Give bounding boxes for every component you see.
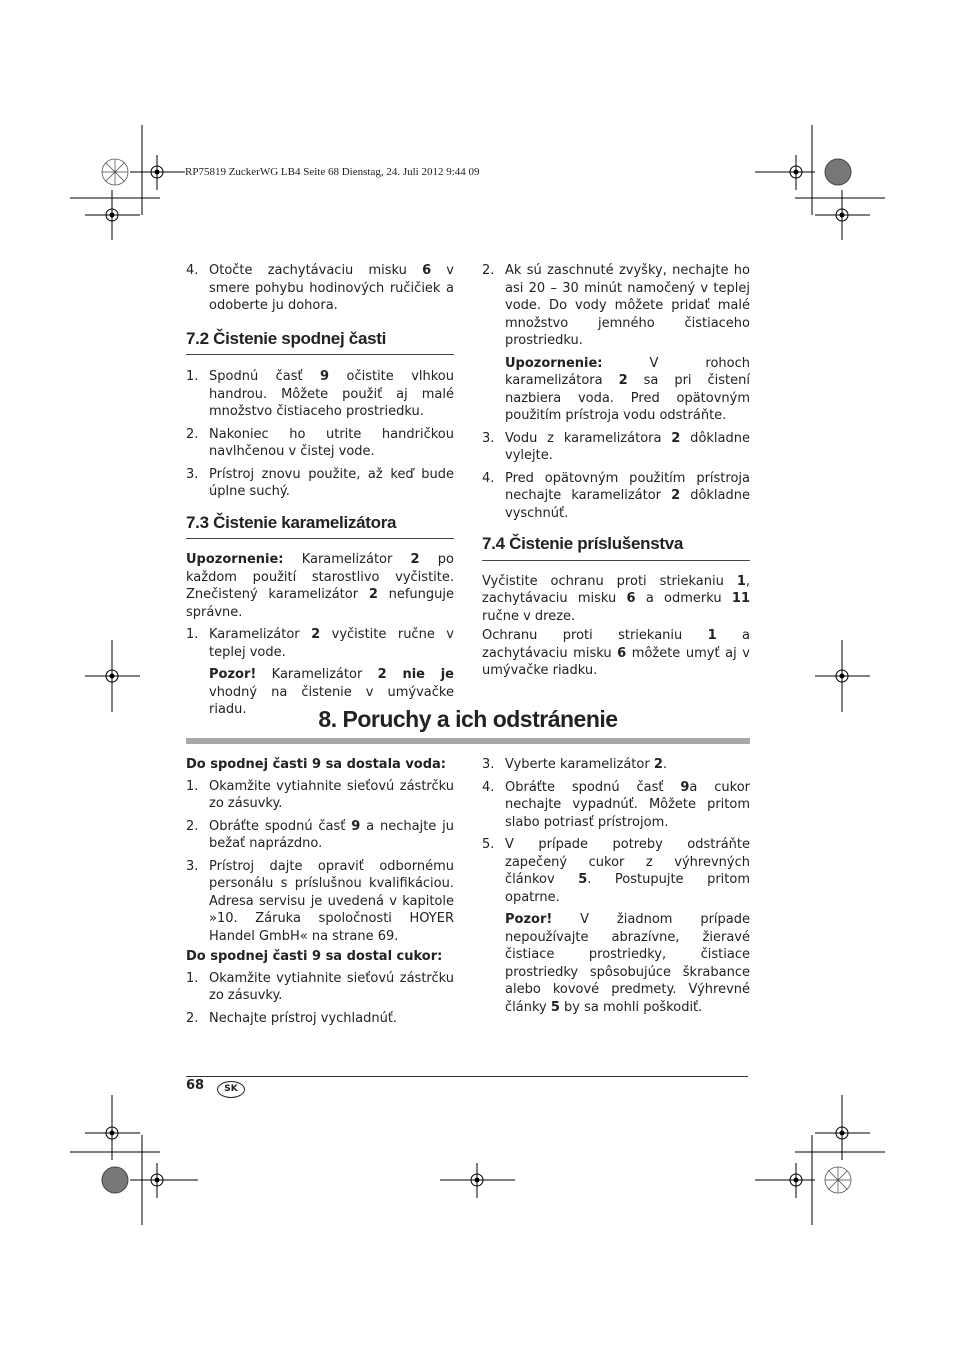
section-heading-7-2: 7.2 Čistenie spodnej časti (186, 330, 454, 356)
paragraph: Ochranu proti striekaniu 1 a zachytávaciu misku 6 môžete umyť aj v umývačke riadku. (482, 628, 750, 678)
list-item: 4. Obráťte spodnú časť 9a cukor nechajte vypadnúť. Môžete pritom slabo potriasť prístrojom. (482, 779, 750, 830)
subheading-sugar: Do spodnej časti 9 sa dostal cukor: (186, 949, 443, 964)
list-item: 2. Nechajte prístroj vychladnúť. (186, 1010, 398, 1026)
note-paragraph: Upozornenie: Karamelizátor 2 po každom použití starostlivo vyčistite. Znečistený karamelizátor 2 nefunguje správne. (186, 552, 454, 620)
list-item: 3. Prístroj znovu použite, až keď bude úplne suchý. (186, 466, 454, 499)
warning-paragraph: Pozor! Karamelizátor 2 nie je vhodný na čistenie v umývačke riadu. (209, 667, 454, 717)
paragraph: Vyčistite ochranu proti striekaniu 1, zachytávaciu misku 6 a odmerku 11 ručne v dreze. (482, 573, 750, 624)
list-item: 4. Otočte zachytávaciu misku 6 v smere pohybu hodinových ručičiek a odoberte ju dohora. (186, 263, 454, 313)
chapter-divider (186, 738, 750, 744)
section-heading-7-3: 7.3 Čistenie karamelizátora (186, 514, 454, 540)
list-item: 1. Spodnú časť 9 očistite vlhkou handrou. Môžete použiť aj malé množstvo čistiaceho prostriedku. (186, 369, 454, 419)
warning-paragraph: Pozor! V žiadnom prípade nepoužívajte abrazívne, žieravé čistiace prostriedky, čistiace prostriedky spôsobujúce škrabance alebo kovové predmety. Výhrevné články 5 by sa mohli poškodiť. (505, 912, 750, 1015)
list-item: 1. Karamelizátor 2 vyčistite ručne v teplej vode. (186, 627, 454, 660)
list-item: 3. Vyberte karamelizátor 2. (482, 757, 668, 772)
print-slug: RP75819 ZuckerWG LB4 Seite 68 Dienstag, 24. Juli 2012 9:44 09 (185, 166, 480, 178)
subheading-water: Do spodnej časti 9 sa dostala voda: (186, 757, 446, 772)
list-item: 2. Obráťte spodnú časť 9 a nechajte ju bežať naprázdno. (186, 818, 455, 851)
page-number: 68 (186, 1078, 205, 1093)
section-heading-7-4: 7.4 Čistenie príslušenstva (482, 535, 750, 561)
list-item: 1. Okamžite vytiahnite sieťovú zástrčku zo zásuvky. (186, 778, 454, 811)
list-item: 2. Nakoniec ho utrite handričkou navlhčenou v čistej vode. (186, 426, 454, 459)
list-item: 1. Okamžite vytiahnite sieťovú zástrčku zo zásuvky. (186, 970, 454, 1003)
left-column (186, 262, 454, 719)
chapter-title: 8. Poruchy a ich odstránenie (318, 706, 618, 732)
list-item: 5. V prípade potreby odstráňte zapečený cukor z výhrevných článkov 5. Postupujte pritom opatrne. (482, 837, 750, 905)
list-item: 4. Pred opätovným použitím prístroja nechajte karamelizátor 2 dôkladne vyschnúť. (482, 470, 750, 521)
list-item: 2. Ak sú zaschnuté zvyšky, nechajte ho asi 20 – 30 minút namočený v teplej vode. Do vody môžete pridať malé množstvo jemného čistiaceho prostriedku. (482, 263, 750, 348)
section8-left-column (186, 756, 454, 1027)
section8-right-column (482, 756, 750, 1016)
right-column (482, 262, 750, 680)
list-item: 3. Prístroj dajte opraviť odbornému personálu s príslušnou kvalifikáciou. Adresa servisu je uvedená v kapitole »10. Záruka spoločnosti HOYER Handel GmbH« na strane 69. (186, 858, 454, 944)
note-paragraph: Upozornenie: V rohoch karamelizátora 2 sa pri čistení nazbiera voda. Pred opätovným použitím prístroja vodu odstráňte. (505, 355, 750, 423)
language-badge: SK (217, 1081, 245, 1098)
list-item: 3. Vodu z karamelizátora 2 dôkladne vylejte. (482, 430, 750, 463)
footer-rule (186, 1076, 748, 1077)
